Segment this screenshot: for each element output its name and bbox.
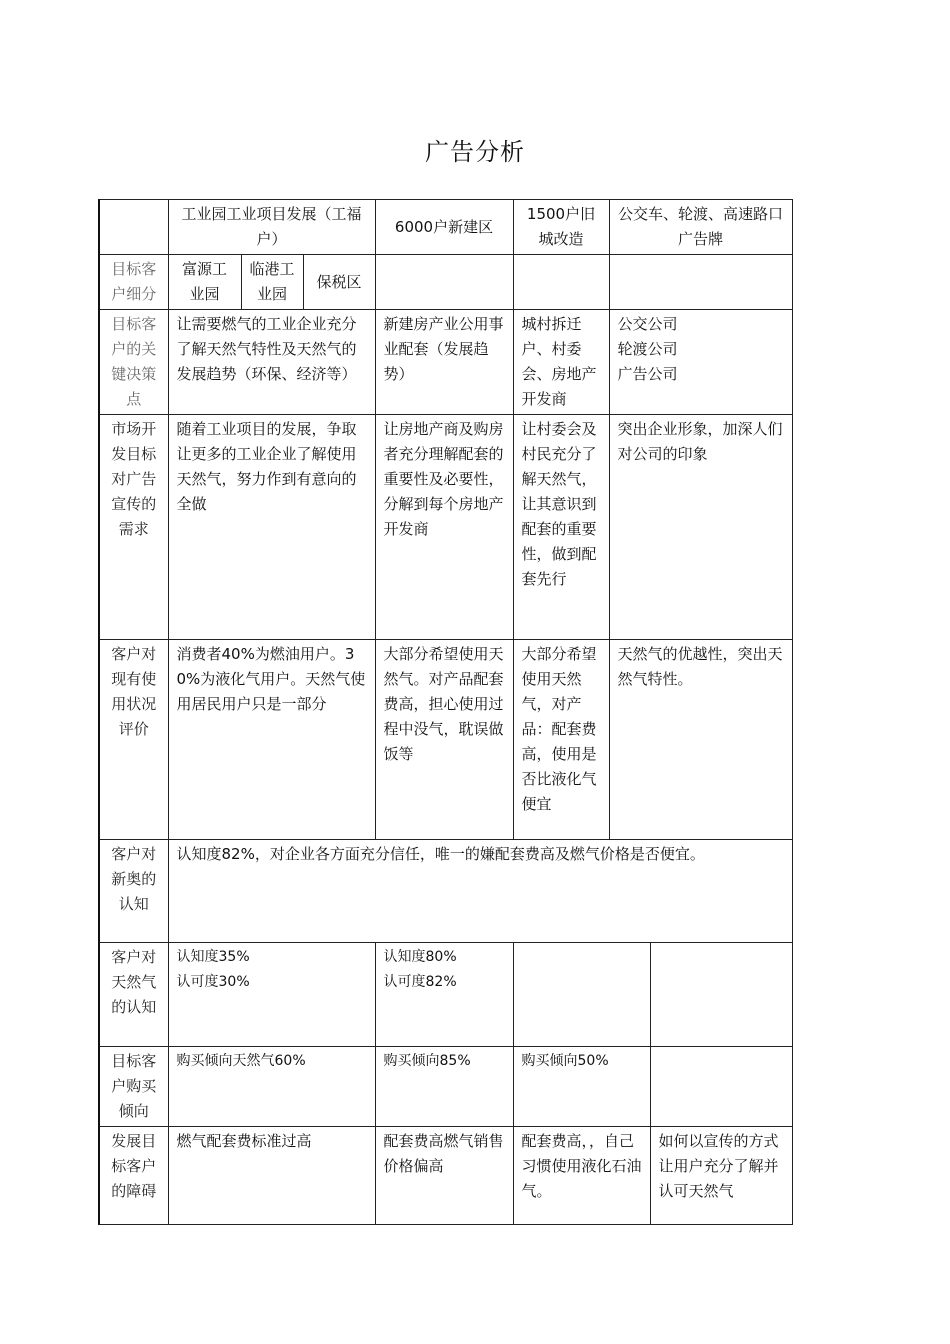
row-segment xyxy=(99,255,792,310)
needs-new-area: 让房地产商及购房者充分理解配套的重要性及必要性，分解到每个房地产开发商 xyxy=(375,415,513,640)
park-bonded: 保税区 xyxy=(303,255,375,310)
decision-billboard-item: 轮渡公司 xyxy=(617,340,678,358)
approval-line: 认可度30% xyxy=(176,974,250,990)
awareness-xinao-text: 认知度82%，对企业各方面充分信任，唯一的嫌配套费高及燃气价格是否便宜。 xyxy=(168,840,792,943)
row-label-segment: 目标客户细分 xyxy=(99,255,168,310)
header-row xyxy=(99,200,792,255)
purchase-old-city: 购买倾向50% xyxy=(513,1047,650,1127)
row-decision xyxy=(99,310,792,415)
cell-empty xyxy=(375,255,513,310)
park-lingang: 临港工业园 xyxy=(241,255,303,310)
evaluation-old-city: 大部分希望使用天然气，对产品：配套费高，使用是否比液化气便宜 xyxy=(513,640,609,840)
cell-empty xyxy=(513,255,609,310)
row-awareness-xinao xyxy=(99,840,792,943)
needs-industrial: 随着工业项目的发展，争取让更多的工业企业了解使用天然气，努力作到有意向的全做 xyxy=(168,415,375,640)
awareness-gas-new-area xyxy=(375,943,513,1047)
barriers-industrial: 燃气配套费标准过高 xyxy=(168,1127,375,1225)
decision-old-city: 城村拆迁户、村委会、房地产开发商 xyxy=(513,310,609,415)
header-old-city: 1500户旧城改造 xyxy=(513,200,609,255)
header-billboard: 公交车、轮渡、高速路口广告牌 xyxy=(609,200,792,255)
row-label-evaluation: 客户对现有使用状况评价 xyxy=(99,640,168,840)
cell-empty xyxy=(650,1047,792,1127)
decision-billboard-item: 公交公司 xyxy=(617,315,678,333)
park-fuyuan: 富源工业园 xyxy=(168,255,241,310)
row-label-awareness-gas: 客户对天然气的认知 xyxy=(99,943,168,1047)
decision-billboard-item: 广告公司 xyxy=(617,365,678,383)
purchase-industrial: 购买倾向天然气60% xyxy=(168,1047,375,1127)
row-needs xyxy=(99,415,792,640)
header-industrial: 工业园工业项目发展（工福户） xyxy=(168,200,375,255)
row-purchase xyxy=(99,1047,792,1127)
row-evaluation xyxy=(99,640,792,840)
row-awareness-gas xyxy=(99,943,792,1047)
header-corner xyxy=(99,200,168,255)
analysis-table-wrapper xyxy=(98,199,791,1225)
evaluation-industrial: 消费者40%为燃油用户。30%为液化气用户。天然气使用居民用户只是一部分 xyxy=(168,640,375,840)
row-label-barriers: 发展目标客户的障碍 xyxy=(99,1127,168,1225)
row-label-awareness-xinao: 客户对新奥的认知 xyxy=(99,840,168,943)
awareness-line: 认知度80% xyxy=(383,949,457,965)
decision-industrial: 让需要燃气的工业企业充分了解天然气特性及天然气的发展趋势（环保、经济等） xyxy=(168,310,375,415)
cell-empty xyxy=(609,255,792,310)
decision-billboard xyxy=(609,310,792,415)
purchase-new-area: 购买倾向85% xyxy=(375,1047,513,1127)
analysis-table xyxy=(98,199,793,1225)
header-new-area: 6000户新建区 xyxy=(375,200,513,255)
barriers-new-area: 配套费高燃气销售价格偏高 xyxy=(375,1127,513,1225)
cell-empty xyxy=(650,943,792,1047)
page-title: 广告分析 xyxy=(425,138,525,166)
barriers-billboard: 如何以宣传的方式让用户充分了解并认可天然气 xyxy=(650,1127,792,1225)
evaluation-new-area: 大部分希望使用天然气。对产品配套费高，担心使用过程中没气，耽误做饭等 xyxy=(375,640,513,840)
row-label-purchase: 目标客户购买倾向 xyxy=(99,1047,168,1127)
evaluation-billboard: 天然气的优越性，突出天然气特性。 xyxy=(609,640,792,840)
row-label-decision: 目标客户的关键决策点 xyxy=(99,310,168,415)
awareness-gas-industrial xyxy=(168,943,375,1047)
decision-new-area: 新建房产业公用事业配套（发展趋势） xyxy=(375,310,513,415)
needs-billboard: 突出企业形象，加深人们对公司的印象 xyxy=(609,415,792,640)
approval-line: 认可度82% xyxy=(383,974,457,990)
row-barriers xyxy=(99,1127,792,1225)
cell-empty xyxy=(513,943,650,1047)
row-label-needs: 市场开发目标对广告宣传的需求 xyxy=(99,415,168,640)
needs-old-city: 让村委会及村民充分了解天然气，让其意识到配套的重要性，做到配套先行 xyxy=(513,415,609,640)
barriers-old-city: 配套费高，，自己习惯使用液化石油气。 xyxy=(513,1127,650,1225)
awareness-line: 认知度35% xyxy=(176,949,250,965)
